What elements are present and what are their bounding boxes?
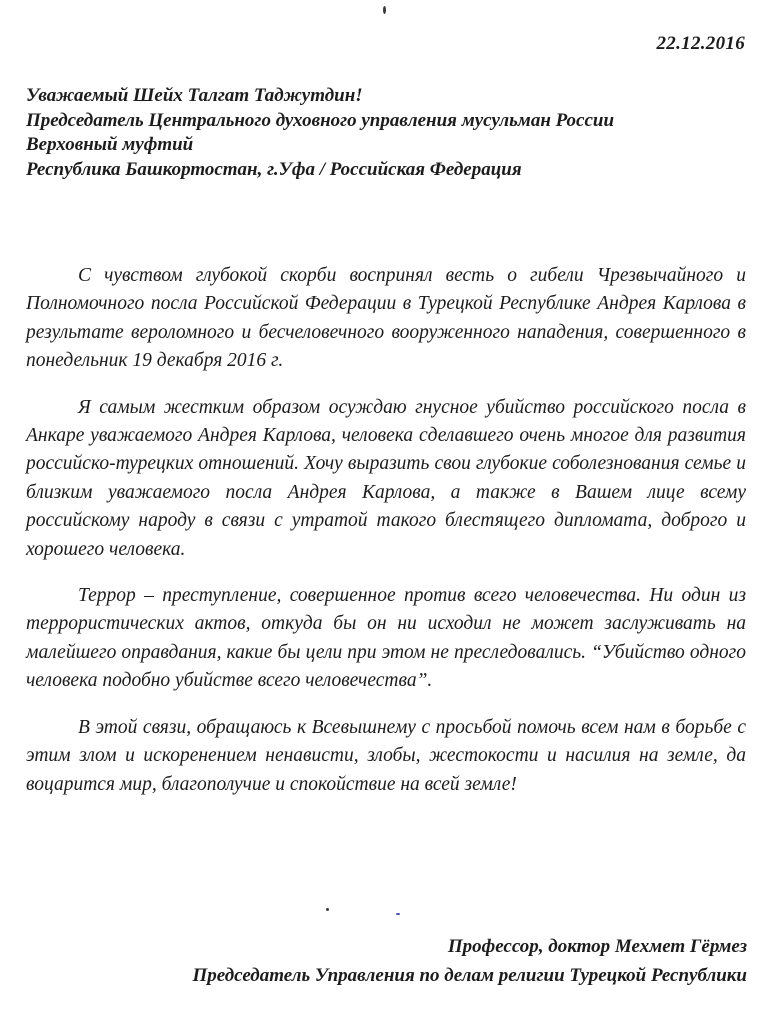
signature-name: Профессор, доктор Мехмет Гёрмез	[447, 936, 747, 957]
signature-position: Председатель Управления по делам религии Турецкой Республики	[192, 965, 747, 986]
letter-date: 22.12.2016	[656, 33, 745, 54]
addressee-greeting: Уважаемый Шейх Талгат Таджутдин!	[26, 85, 363, 106]
addressee-block	[26, 84, 756, 182]
addressee-title: Верховный муфтий	[26, 134, 194, 155]
paper-speck	[326, 908, 329, 911]
letter-body	[26, 262, 746, 817]
paper-speck	[396, 913, 400, 915]
body-paragraph: Я самым жестким образом осуждаю гнусное убийство российского посла в Анкаре уважаемого Андрея Карлова, человека сделавшего очень многое для развития российско-турецких отношений. Хочу выразить свои глубокие соболезнования семье и близким уважаемого посла Андрея Карлова, а также в Вашем лице всему российскому народу в связи с утратой такого блестящего дипломата, доброго и хорошего человека.	[26, 396, 746, 560]
body-paragraph: Террор – преступление, совершенное против всего человечества. Ни один из террористических актов, откуда бы он ни исходил не может заслуживать на малейшего оправдания, какие бы цели при этом не преследовались. “Убийство одного человека подобно убийстве всего человечества”.	[26, 585, 746, 692]
paper-speck	[383, 6, 386, 14]
addressee-position: Председатель Центрального духовного управления мусульман России	[26, 109, 615, 131]
body-paragraph: В этой связи, обращаюсь к Всевышнему с просьбой помочь всем нам в борьбе с этим злом и искоренением ненависти, злобы, жестокости и насилия на земле, да воцарится мир, благополучие и спокойствие на всей земле!	[26, 716, 746, 795]
signature-block	[193, 932, 748, 990]
body-paragraph: С чувством глубокой скорби воспринял весть о гибели Чрезвычайного и Полномочного посла Российской Федерации в Турецкой Республике Андрея Карлова в результате вероломного и бесчеловечного вооруженного нападения, совершенного в понедельник 19 декабря 2016 г.	[26, 265, 746, 372]
addressee-location: Республика Башкортостан, г.Уфа / Российская Федерация	[26, 158, 522, 180]
